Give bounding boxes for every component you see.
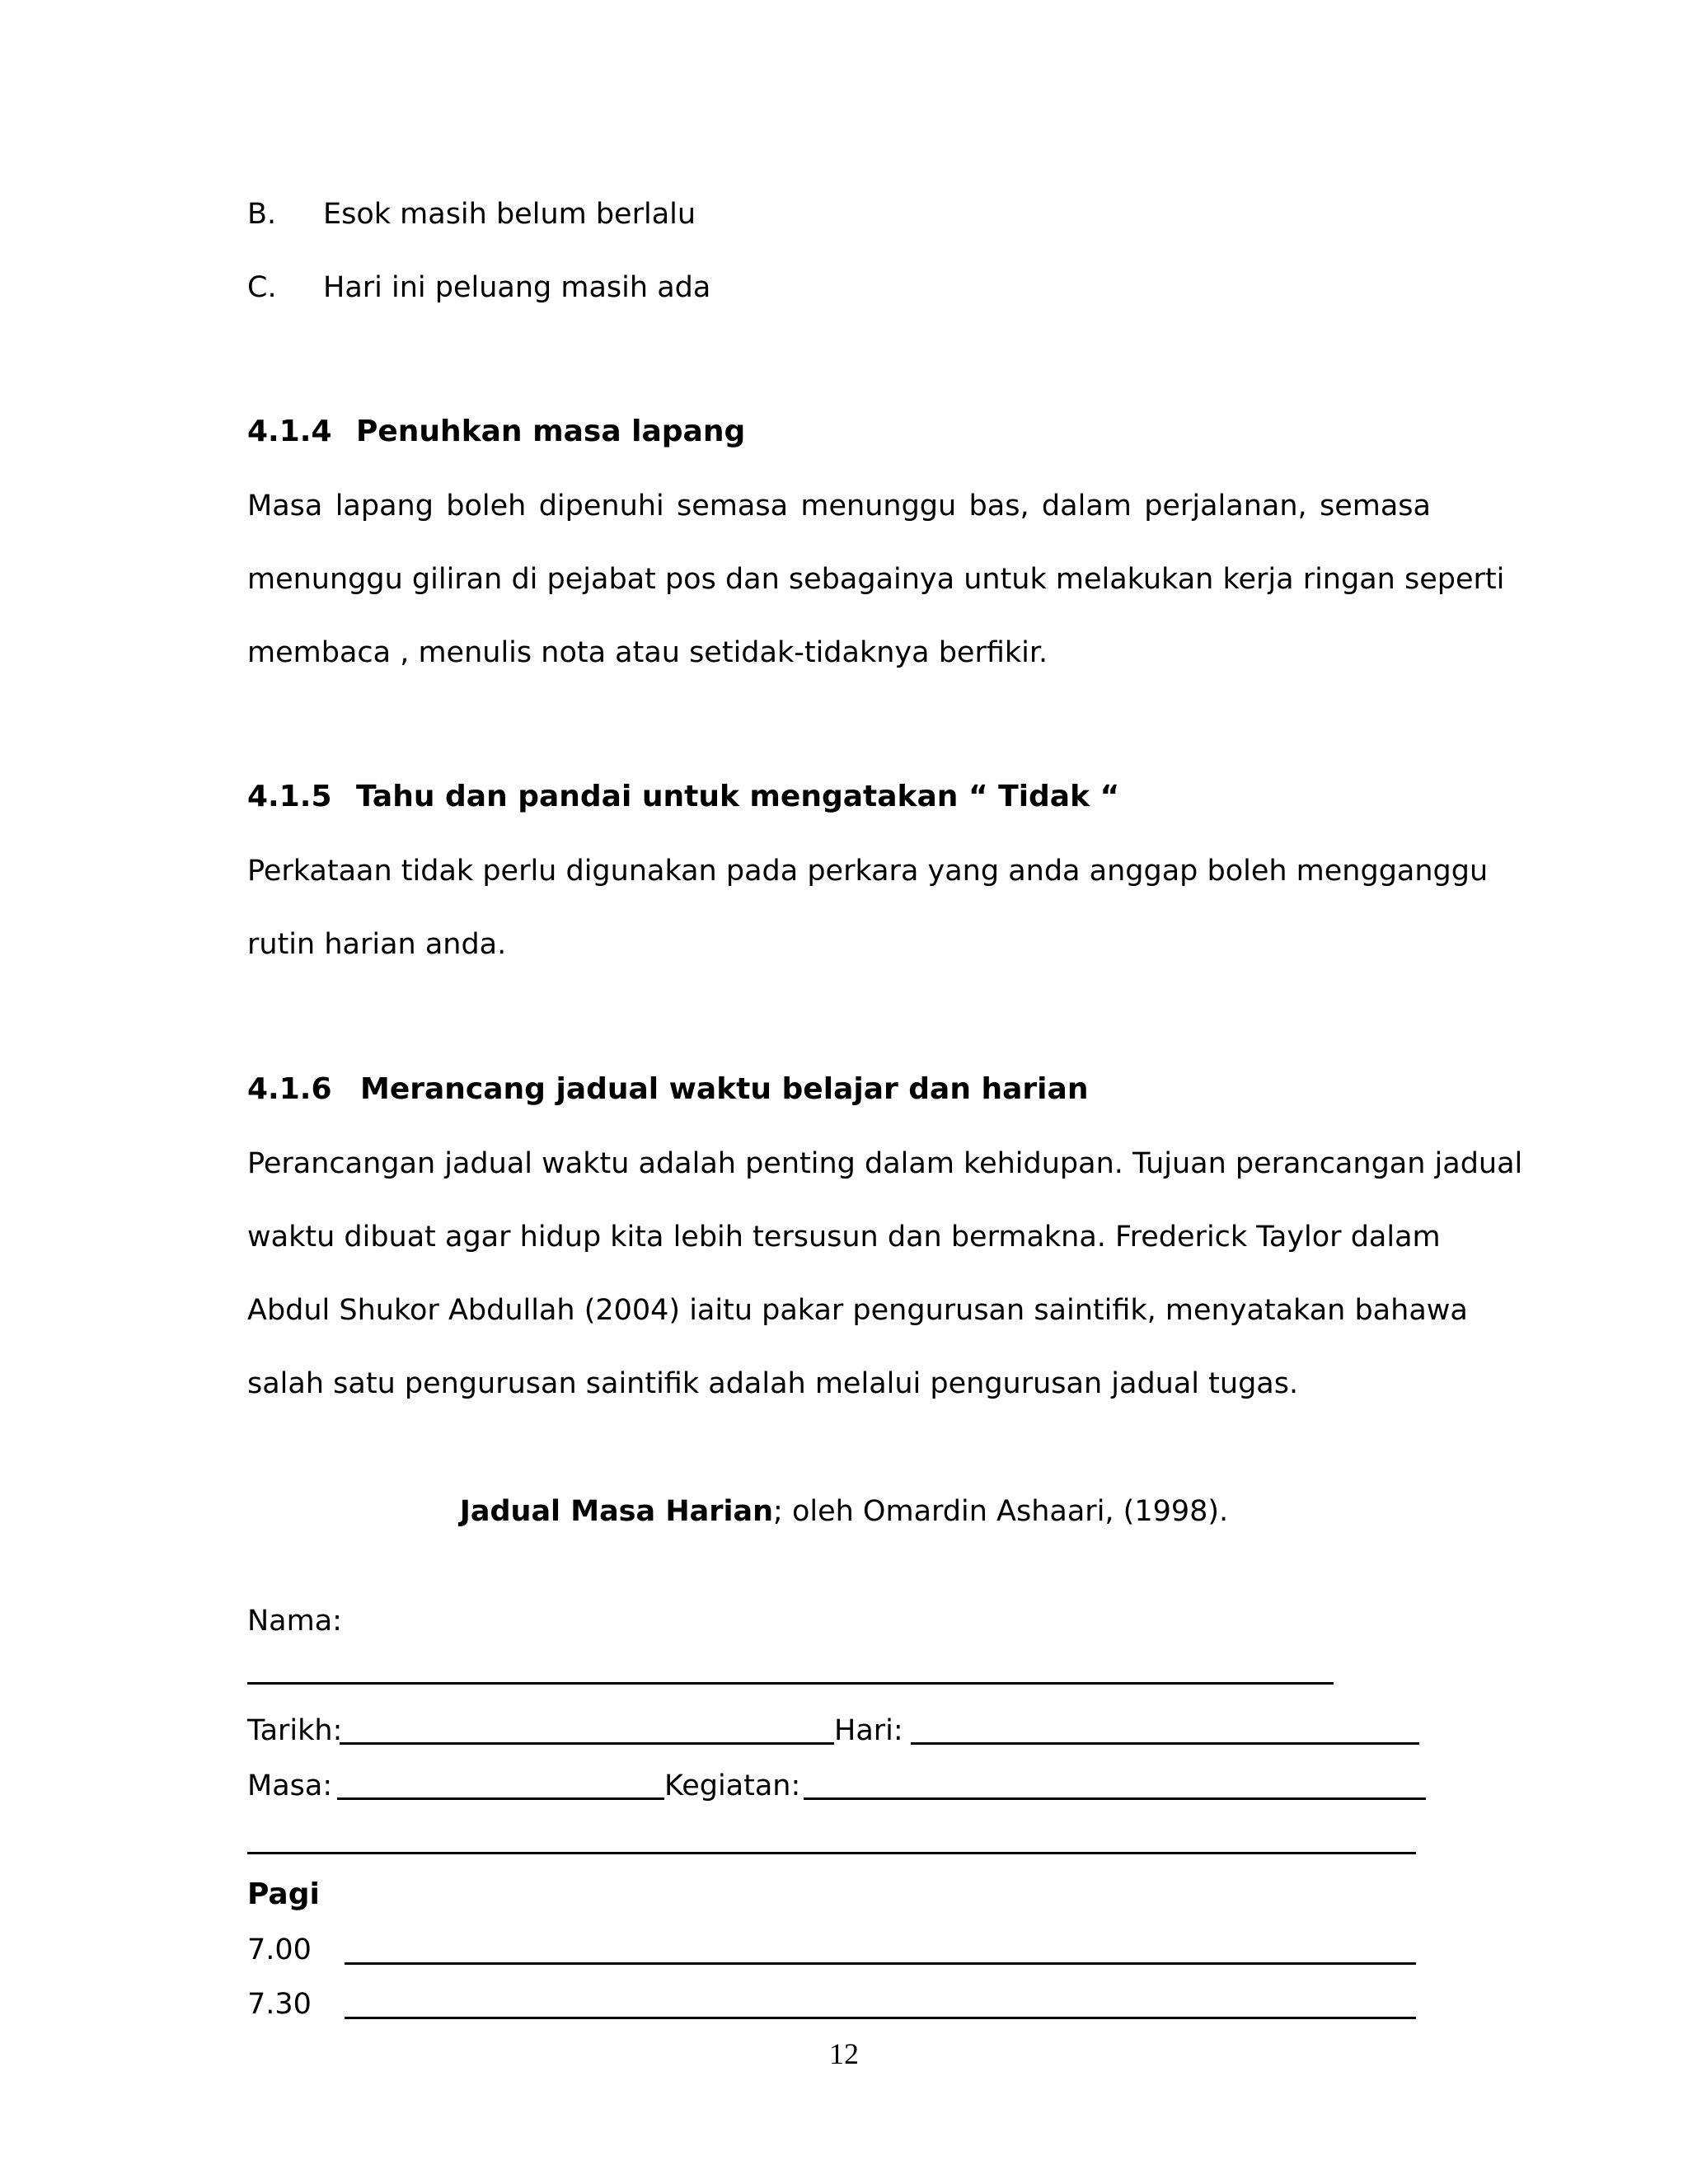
section-title: Penuhkan masa lapang	[356, 415, 746, 448]
paragraph-line: rutin harian anda.	[247, 928, 507, 961]
nama-underline[interactable]	[247, 1682, 1334, 1685]
paragraph-line: Abdul Shukor Abdullah (2004) iaitu pakar pengurusan saintifik, menyatakan bahawa	[247, 1294, 1468, 1327]
paragraph-line: Perancangan jadual waktu adalah penting dalam kehidupan. Tujuan perancangan jadual	[247, 1147, 1523, 1180]
paragraph-line: Perkataan tidak perlu digunakan pada perkara yang anda anggap boleh mengganggu	[247, 855, 1489, 888]
section-heading-4-1-5	[247, 779, 1119, 815]
section-title: Tahu dan pandai untuk mengatakan “ Tidak “	[356, 780, 1120, 813]
masa-underline[interactable]	[337, 1797, 664, 1800]
paragraph-line: membaca , menulis nota atau setidak-tidaknya berfikir.	[247, 636, 1048, 669]
section-heading-4-1-6	[247, 1071, 1088, 1108]
time-row-underline[interactable]	[345, 1962, 1416, 1965]
pagi-label: Pagi	[247, 1877, 320, 1911]
time-label-730: 7.30	[247, 1988, 312, 2021]
hari-label: Hari:	[834, 1714, 903, 1747]
paragraph-line: waktu dibuat agar hidup kita lebih tersusun dan bermakna. Frederick Taylor dalam	[247, 1221, 1441, 1254]
section-heading-4-1-4	[247, 414, 745, 450]
page-number: 12	[829, 2037, 859, 2070]
time-row-underline[interactable]	[345, 2017, 1416, 2019]
list-item-c	[247, 269, 710, 306]
section-title: Merancang jadual waktu belajar dan harian	[360, 1072, 1089, 1106]
paragraph-4-1-6	[247, 1127, 1523, 1421]
time-label-700: 7.00	[247, 1933, 312, 1966]
paragraph-4-1-4	[247, 470, 1505, 690]
kegiatan-label: Kegiatan:	[664, 1769, 801, 1802]
masa-label: Masa:	[247, 1769, 333, 1802]
kegiatan-underline[interactable]	[804, 1797, 1426, 1800]
schedule-title	[0, 1493, 1688, 1530]
list-item-text: Hari ini peluang masih ada	[323, 271, 711, 304]
tarikh-label: Tarikh:	[247, 1714, 343, 1747]
schedule-title-bold: Jadual Masa Harian	[459, 1495, 774, 1528]
tarikh-underline[interactable]	[340, 1742, 834, 1745]
list-marker: B.	[247, 198, 277, 231]
section-number: 4.1.4	[247, 415, 332, 448]
paragraph-line: salah satu pengurusan saintifik adalah melalui pengurusan jadual tugas.	[247, 1367, 1299, 1400]
list-item-b	[247, 196, 696, 232]
list-marker: C.	[247, 271, 277, 304]
nama-label: Nama:	[247, 1605, 342, 1638]
section-separator	[247, 1852, 1416, 1854]
section-number: 4.1.5	[247, 780, 332, 813]
list-item-text: Esok masih belum berlalu	[323, 198, 696, 231]
paragraph-4-1-5	[247, 835, 1489, 982]
paragraph-line: Masa lapang boleh dipenuhi semasa menunggu bas, dalam perjalanan, semasa	[247, 490, 1431, 523]
section-number: 4.1.6	[247, 1072, 332, 1106]
hari-underline[interactable]	[911, 1742, 1419, 1745]
schedule-title-rest: ; oleh Omardin Ashaari, (1998).	[773, 1495, 1229, 1528]
paragraph-line: menunggu giliran di pejabat pos dan sebagainya untuk melakukan kerja ringan seperti	[247, 563, 1505, 596]
